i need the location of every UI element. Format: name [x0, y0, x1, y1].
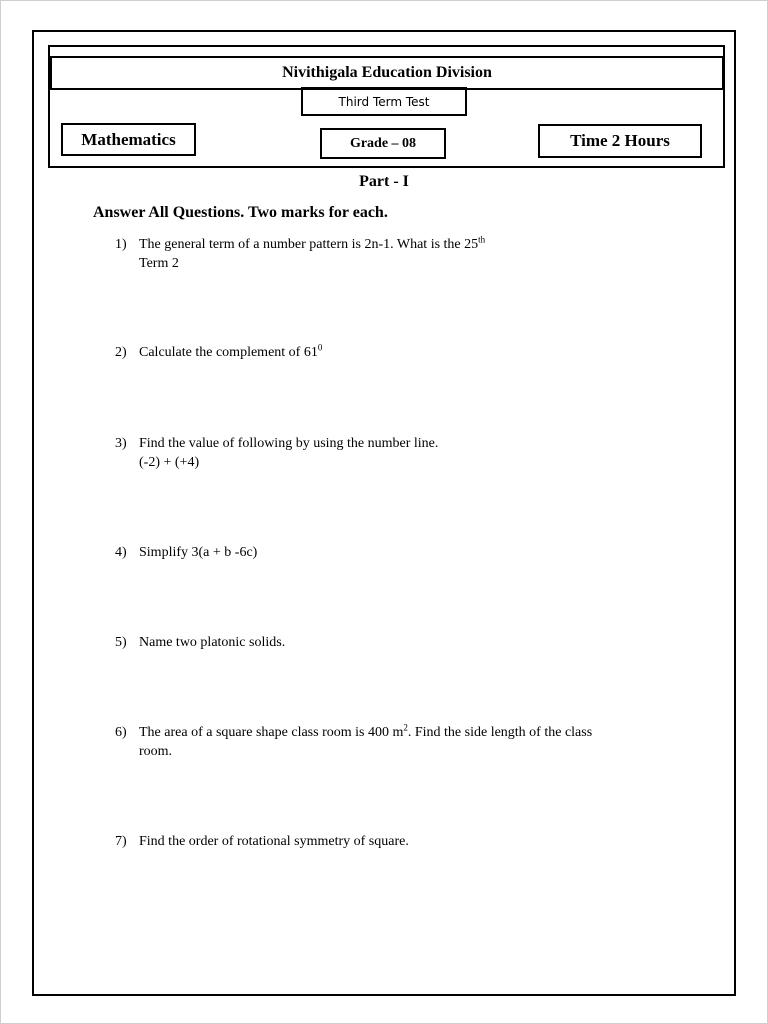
division-title: Nivithigala Education Division — [50, 56, 724, 90]
question-text — [139, 543, 675, 562]
question-text — [139, 832, 675, 851]
question-4 — [115, 543, 675, 562]
question-number: 7) — [115, 834, 127, 849]
question-line-text: The area of a square shape class room is 400 m — [139, 725, 404, 740]
question-line: room. — [139, 744, 173, 759]
question-number: 4) — [115, 545, 127, 560]
grade-label: Grade – 08 — [320, 128, 446, 159]
instructions: Answer All Questions. Two marks for each. — [93, 204, 388, 221]
question-line: (-2) + (+4) — [139, 455, 200, 470]
question-text — [139, 343, 675, 362]
question-number: 2) — [115, 345, 127, 360]
time-label: Time 2 Hours — [538, 124, 702, 158]
superscript: th — [478, 234, 486, 245]
question-line: Find the value of following by using the number line. — [139, 436, 439, 451]
question-text — [139, 434, 675, 472]
question-line: Term 2 — [139, 256, 179, 271]
question-line-text: . Find the side length of the class — [407, 725, 593, 740]
question-line-text: Calculate the complement of 61 — [139, 345, 318, 360]
question-number: 6) — [115, 725, 127, 740]
question-line — [139, 235, 675, 254]
question-3 — [115, 434, 675, 472]
question-text — [139, 633, 675, 652]
question-line: Find the order of rotational symmetry of square. — [139, 834, 409, 849]
question-line: Simplify 3(a + b -6c) — [139, 545, 258, 560]
subject-label: Mathematics — [61, 123, 196, 156]
question-number: 5) — [115, 635, 127, 650]
question-text — [139, 723, 675, 761]
test-name: Third Term Test — [301, 87, 467, 116]
part-title: Part - I — [359, 173, 409, 190]
question-number: 1) — [115, 237, 127, 252]
superscript: 2 — [403, 722, 408, 733]
question-line-text: The general term of a number pattern is 2n-1. What is the 25 — [139, 237, 479, 252]
question-6 — [115, 723, 675, 761]
question-text — [139, 235, 675, 273]
question-line — [139, 723, 675, 742]
superscript: 0 — [317, 342, 323, 353]
question-7 — [115, 832, 675, 851]
question-number: 3) — [115, 436, 127, 451]
question-line — [139, 343, 675, 362]
question-5 — [115, 633, 675, 652]
question-line: Name two platonic solids. — [139, 635, 286, 650]
question-2 — [115, 343, 675, 362]
question-1 — [115, 235, 675, 273]
